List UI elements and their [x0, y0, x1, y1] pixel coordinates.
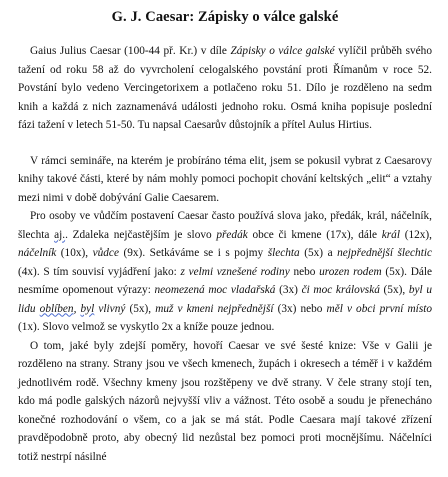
paragraph	[18, 337, 432, 467]
text-run: (9x). Setkáváme se i s pojmy	[118, 247, 268, 259]
italic-term: z velmi vznešené rodiny	[180, 265, 290, 278]
text-run: vylíčil průběh svého tažení od roku 58 až do vyvrcholení celogalského povstání proti Římanům v roce 52. Povstání bylo vedeno Vercingetorixem a potlačeno roku 51. Dílo je rozděleno na sedm knih a každá z nich zaznamenává události jednoho roku. Osmá kniha popisuje poslední fázi tažení v letech 51-50. Tu napsal Caesarův důstojník a přítel Aulus Hirtius.	[18, 45, 432, 131]
paragraph	[18, 207, 432, 337]
italic-term: vůdce	[92, 247, 119, 259]
text-run: (5x) a	[299, 247, 338, 259]
italic-term: předák	[216, 228, 248, 241]
spellcheck-flagged-word: aj.	[54, 228, 66, 241]
text-run: O tom, jaké byly zdejší poměry, hovoří Caesar ve své šesté knize: Vše v Galii je rozděleno na strany. Strany jsou ve všech kmenech, župách i okresech a téměř i v každém jednotlivém rodě. Všechny kmeny jsou rozštěpeny ve dvě strany. V čele strany stojí ten, kdo má podle galských názorů nejvyšší vliv a vážnost. Této osobě a soudu je přenecháno konečné rozhodování o všem, co a jak se má stát. Podle Caesara mají takové zřízení pravděpodobně proto, aby obecný lid nezůstal bez pomoci proti mocnějšímu. Náčelníci totiž nestrpí násilné	[18, 339, 432, 463]
text-run: nebo	[289, 265, 320, 278]
spellcheck-flagged-word: oblíben	[39, 302, 74, 315]
italic-term: Zápisky o válce galské	[230, 45, 335, 57]
italic-term: šlechta	[267, 247, 300, 259]
paragraph	[18, 152, 432, 208]
text-run: (5x),	[125, 302, 156, 315]
italic-term: neomezená moc vladařská	[154, 284, 276, 296]
italic-term: král	[381, 228, 400, 241]
italic-term: náčelník	[18, 247, 57, 259]
italic-term: vlivný	[94, 302, 126, 315]
italic-term: či moc královská	[301, 284, 380, 296]
text-run: (1x). Slovo velmož se vyskytlo 2x a kníže pouze jednou.	[18, 321, 275, 333]
text-run: . Zdaleka nejčastějším je slovo	[65, 228, 217, 241]
text-run: (3x)	[275, 284, 302, 296]
italic-term: muž v kmeni nejpřednější	[155, 302, 274, 315]
paragraph	[18, 42, 432, 135]
text-run: (10x),	[56, 247, 93, 259]
text-run: (5x),	[379, 284, 409, 296]
text-run: (4x). S tím souvisí vyjádření jako:	[18, 265, 181, 278]
italic-term: nejpřednější šlechtic	[337, 247, 433, 259]
italic-term: urozen rodem	[319, 265, 382, 278]
document-title: G. J. Caesar: Zápisky o válce galské	[111, 9, 339, 25]
text-run: V rámci semináře, na kterém je probíráno téma elit, jsem se pokusil vybrat z Caesarovy knihy takové části, které by nám mohly pomoci pochopit chování keltských „elit“ a vztahy mezi nimi v době dobývání Galie Caesarem.	[18, 154, 432, 204]
text-run: (12x),	[399, 228, 432, 241]
text-run: (5x). Dále nesmíme opomenout výrazy:	[18, 265, 433, 296]
spellcheck-flagged-word: byl	[80, 302, 95, 315]
text-run: (3x) nebo	[273, 302, 327, 315]
text-run: Gaius Julius Caesar (100-44 př. Kr.) v díle	[30, 45, 231, 57]
italic-term: byl u lidu	[18, 284, 432, 315]
italic-term: ,	[73, 302, 81, 315]
text-run: Pro osoby ve vůdčím postavení Caesar často používá slova jako, předák, král, náčelník, šlechta	[18, 210, 432, 241]
paragraph-gap	[18, 135, 432, 152]
text-run: obce či kmene (17x), dále	[247, 228, 382, 241]
document-body	[18, 42, 432, 466]
italic-term: měl v obci první místo	[326, 302, 432, 315]
